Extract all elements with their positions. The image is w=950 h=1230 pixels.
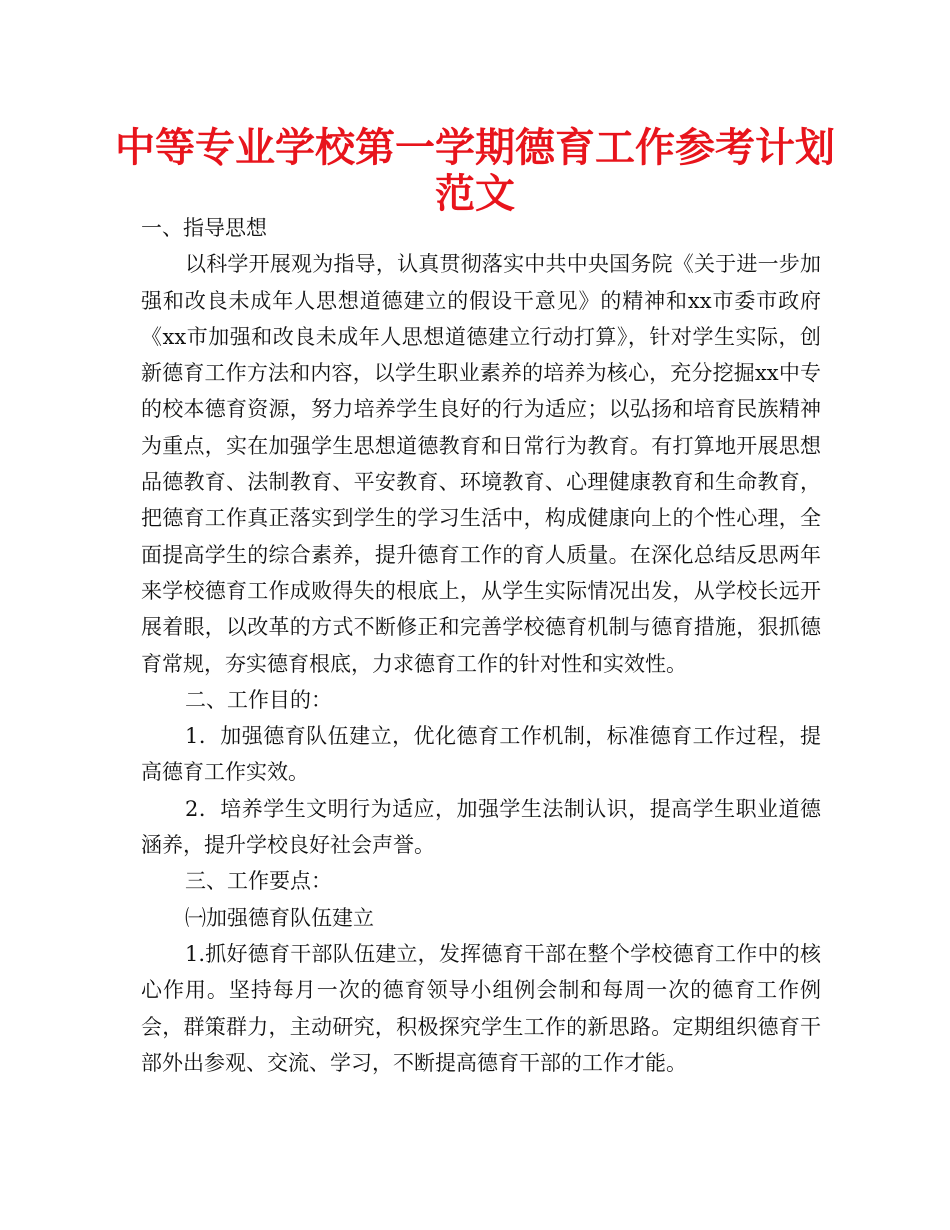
subheading-team-building: ㈠加强德育队伍建立 [185,905,374,930]
document-title-line-1: 中等专业学校第一学期德育工作参考计划 [115,125,835,171]
paragraph-guiding-ideology: 以科学开展观为指导，认真贯彻落实中共中央国务院《关于进一步加强和改良未成年人思想道德建立的假设干意见》的精神和xx市委市政府《xx市加强和改良未成年人思想道德建立行动打算》，针对学生实际，创新德育工作方法和内容，以学生职业素养的培养为核心，充分挖掘xx中专的校本德育资源，努力培养学生良好的行为适应；以弘扬和培育民族精神为重点，实在加强学生思想道德教育和日常行为教育。有打算地开展思想品德教育、法制教育、平安教育、环境教育、心理健康教育和生命教育，把德育工作真正落实到学生的学习生活中，构成健康向上的个性心理，全面提高学生的综合素养，提升德育工作的育人质量。在深化总结反思两年来学校德育工作成败得失的根底上，从学生实际情况出发，从学校长远开展着眼，以改革的方式不断修正和完善学校德育机制与德育措施，狠抓德育常规，夯实德育根底，力求德育工作的针对性和实效性。 [141,252,821,676]
paragraph-goal-2: 2．培养学生文明行为适应，加强学生法制认识，提高学生职业道德涵养，提升学校良好社会声誉。 [141,796,821,858]
section-heading-work-goals: 二、工作目的： [185,687,332,712]
section-heading-guiding-ideology: 一、指导思想 [141,216,267,240]
document-title-line-2: 范文 [435,171,515,217]
section-heading-work-points: 三、工作要点： [185,869,332,894]
paragraph-goal-1: 1．加强德育队伍建立，优化德育工作机制，标准德育工作过程，提高德育工作实效。 [141,724,821,785]
document-body [141,210,821,1081]
paragraph-point-1: 1.抓好德育干部队伍建立，发挥德育干部在整个学校德育工作中的核心作用。坚持每月一次的德育领导小组例会制和每周一次的德育工作例会，群策群力，主动研究，积极探究学生工作的新思路。定期组织德育干部外出参观、交流、学习，不断提高德育干部的工作才能。 [141,941,821,1075]
